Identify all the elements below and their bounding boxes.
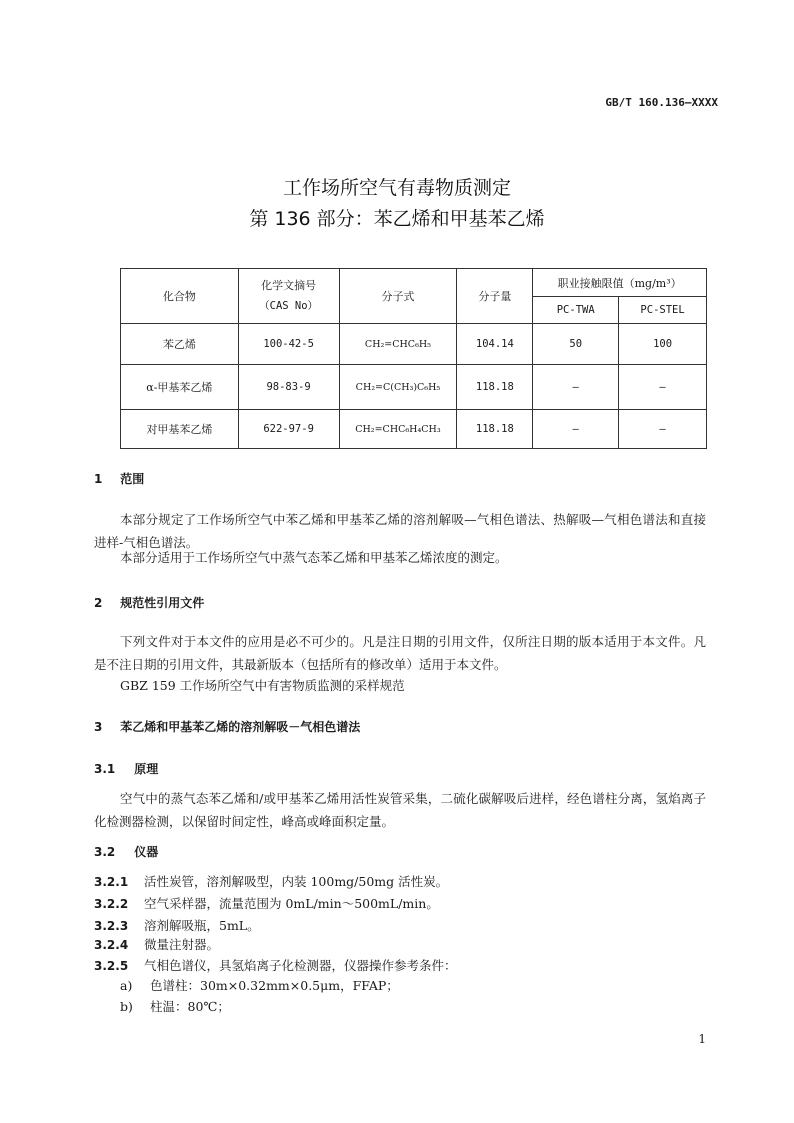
section-2-heading [94,594,204,611]
condition-text: 色谱柱：30m×0.32mm×0.5μm，FFAP； [150,978,399,993]
list-item [94,935,219,955]
section-2-reference: GBZ 159 工作场所空气中有害物质监测的采样规范 [120,678,405,693]
cell-mw: 104.14 [457,324,533,365]
section-3-2-heading [94,843,158,860]
section-number: 3.2 [94,845,116,859]
cell-formula [339,324,457,365]
cell-cas: 100-42-5 [238,324,339,365]
list-item [94,916,260,936]
item-text: 空气采样器，流量范围为 0mL/min～500mL/min。 [144,896,439,911]
table-row [121,410,707,449]
section-title: 原理 [134,762,159,776]
document-subtitle: 第 136 部分：苯乙烯和甲基苯乙烯 [249,208,545,230]
section-title: 范围 [120,472,145,486]
cell-mw: 118.18 [457,410,533,449]
formula-text: CH₂=CHC₆H₄CH₃ [355,423,441,435]
header-twa: PC-TWA [533,297,619,324]
section-title: 苯乙烯和甲基苯乙烯的溶剂解吸－气相色谱法 [120,720,361,734]
section-3-1-paragraph: 空气中的蒸气态苯乙烯和/或甲基苯乙烯用活性炭管采集，二硫化碳解吸后进样，经色谱柱分离，氢焰离子化检测器检测，以保留时间定性，峰高或峰面积定量。 [94,791,706,829]
cell-cas: 622-97-9 [238,410,339,449]
section-2-paragraph-1: 下列文件对于本文件的应用是必不可少的。凡是注日期的引用文件，仅所注日期的版本适用于本文件。凡是不注日期的引用文件，其最新版本（包括所有的修改单）适用于本文件。 [94,634,706,672]
section-3-heading [94,718,360,735]
header-cas-line1: 化学文摘号 [261,279,317,292]
section-3-1-heading [94,760,158,777]
item-number: 3.2.5 [94,959,129,973]
list-item [94,894,439,914]
section-1-paragraph-2: 本部分适用于工作场所空气中蒸气态苯乙烯和甲基苯乙烯浓度的测定。 [120,550,508,565]
list-item [94,956,457,976]
list-item [94,872,448,892]
page-number: 1 [698,1032,706,1046]
item-number: 3.2.2 [94,897,129,911]
item-text: 溶剂解吸瓶，5mL。 [144,918,260,933]
item-number: 3.2.3 [94,919,129,933]
substance-table [120,268,707,449]
section-1-paragraph-1: 本部分规定了工作场所空气中苯乙烯和甲基苯乙烯的溶剂解吸—气相色谱法、热解吸—气相色谱法和直接进样-气相色谱法。 [94,512,706,550]
header-limits: 职业接触限值（mg/m³） [533,269,707,297]
condition-text: 柱温：80℃； [150,999,230,1014]
formula-text: CH₂=C(CH₃)C₆H₅ [355,381,441,393]
cell-twa: — [533,365,619,410]
section-number: 1 [94,472,103,486]
standard-code: GB/T 160.136—XXXX [605,96,718,109]
header-stel: PC-STEL [619,297,707,324]
item-text: 气相色谱仪，具氢焰离子化检测器，仪器操作参考条件： [144,958,457,973]
condition-item [120,997,230,1017]
cell-stel: 100 [619,324,707,365]
section-number: 3.1 [94,762,116,776]
cell-twa: 50 [533,324,619,365]
cell-twa: — [533,410,619,449]
cell-formula [339,410,457,449]
cell-formula [339,365,457,410]
condition-item [120,976,399,996]
condition-letter: b) [120,999,133,1014]
section-title: 仪器 [134,845,159,859]
header-cas-line2: （CAS No） [259,300,319,312]
section-1-heading [94,470,144,487]
section-title: 规范性引用文件 [120,596,205,610]
header-formula: 分子式 [339,269,457,324]
condition-letter: a) [120,978,133,993]
section-number: 3 [94,720,103,734]
document-title: 工作场所空气有毒物质测定 [282,177,511,199]
section-number: 2 [94,596,103,610]
item-number: 3.2.1 [94,875,129,889]
cell-compound: 对甲基苯乙烯 [121,410,239,449]
cell-stel: — [619,365,707,410]
item-text: 活性炭管，溶剂解吸型，内装 100mg/50mg 活性炭。 [144,874,449,889]
header-mw: 分子量 [457,269,533,324]
cell-compound: 苯乙烯 [121,324,239,365]
cell-mw: 118.18 [457,365,533,410]
cell-cas: 98-83-9 [238,365,339,410]
cell-compound: α-甲基苯乙烯 [121,365,239,410]
table-row [121,365,707,410]
item-text: 微量注射器。 [144,937,220,952]
header-cas [238,269,339,324]
cell-stel: — [619,410,707,449]
formula-text: CH₂=CHC₆H₅ [364,338,431,350]
header-compound: 化合物 [121,269,239,324]
table-row [121,324,707,365]
item-number: 3.2.4 [94,938,129,952]
